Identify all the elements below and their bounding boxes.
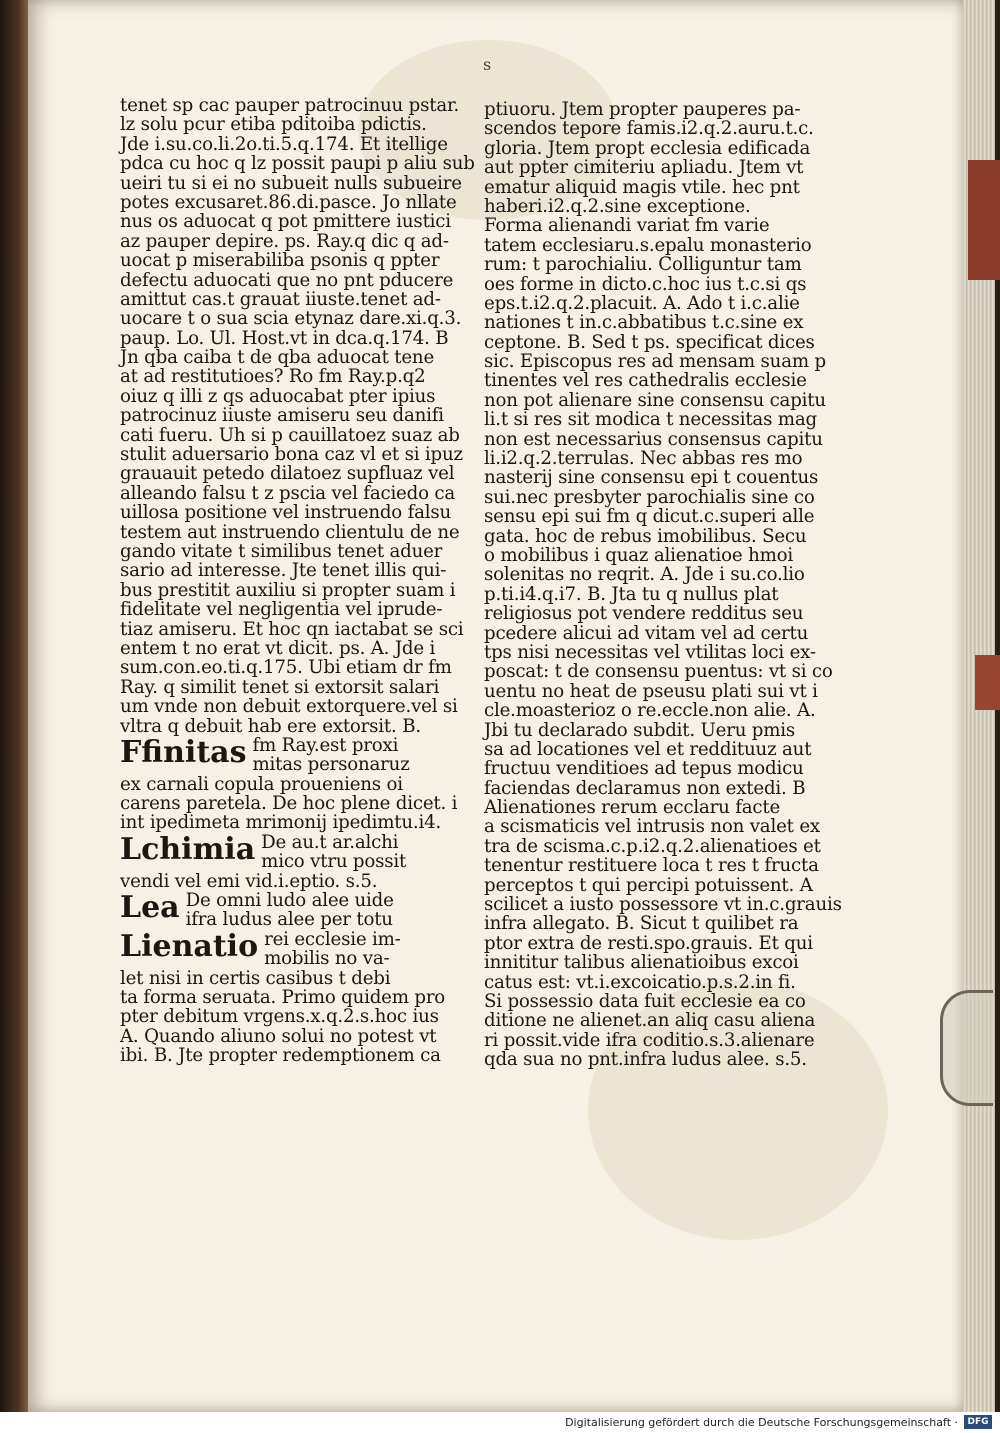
text-line: religiosus pot vendere redditus seu [484, 603, 804, 625]
text-line: scendos tepore famis.i2.q.2.auru.t.c. [484, 118, 814, 140]
page-signature-mark: s [483, 55, 492, 74]
text-line: sa ad locationes vel et reddituuz aut [484, 738, 812, 760]
lemma-alienatio [120, 930, 455, 969]
left-column-paragraph [120, 773, 458, 834]
text-line: carens paretela. De hoc plene dicet. i [120, 793, 458, 815]
lemma-head: Lchimia [120, 831, 256, 867]
text-line: uocat p miserabiliba psonis q ppter [120, 250, 440, 272]
text-line: nationes t in.c.abbatibus t.c.sine ex [484, 312, 804, 334]
text-line: oiuz q illi z qs aduocabat pter ipius [120, 385, 436, 407]
lemma-head: Ffinitas [120, 734, 247, 770]
text-line: ptor extra de resti.spo.grauis. Et qui [484, 932, 813, 954]
text-line: innititur talibus alienatioibus excoi [484, 952, 799, 974]
text-line: pdca cu hoc q lz possit paupi p aliu sub [120, 153, 475, 175]
red-bookmark [968, 160, 1000, 280]
text-line: int ipedimeta mrimonij ipedimtu.i4. [120, 812, 442, 834]
dfg-logo: DFG [964, 1415, 992, 1429]
funding-notice: Digitalisierung gefördert durch die Deutsche Forschungsgemeinschaft · [565, 1416, 958, 1429]
left-column-paragraph [120, 95, 475, 737]
text-line: ceptone. B. Sed t ps. specificat dices [484, 331, 815, 353]
text-line: nasterij sine consensu epi t couentus [484, 467, 819, 489]
text-line: gloria. Jtem propt ecclesia edificada [484, 137, 811, 159]
text-line: Alienationes rerum ecclaru facte [484, 797, 781, 819]
text-line: let nisi in certis casibus t debi [120, 967, 391, 989]
text-line: eps.t.i2.q.2.placuit. A. Ado t i.c.alie [484, 292, 800, 314]
lemma-alea [120, 891, 455, 930]
text-line: entem t no erat vt dicit. ps. A. Jde i [120, 637, 436, 659]
text-line: infra allegato. B. Sicut t quilibet ra [484, 913, 799, 935]
left-column-paragraph [120, 872, 455, 891]
text-line: ptiuoru. Jtem propter pauperes pa- [484, 99, 801, 120]
text-line: tenet sp cac pauper patrocinuu pstar. [120, 95, 460, 116]
text-line: pter debitum vrgens.x.q.2.s.hoc ius [120, 1006, 439, 1028]
text-line: mobilis no va- [264, 948, 390, 970]
text-line: pcedere alicui ad vitam vel ad certu [484, 622, 809, 644]
lemma-sub [253, 736, 410, 775]
text-line: sario ad interesse. Jte tenet illis qui- [120, 560, 447, 582]
text-line: perceptos t qui percipi potuissent. A [484, 874, 813, 896]
text-line: ematur aliquid magis vtile. hec pnt [484, 176, 800, 198]
text-line: grauauit petedo dilatoez supfluaz vel [120, 463, 455, 485]
text-line: az pauper depire. ps. Ray.q dic q ad- [120, 230, 449, 252]
text-line: cle.moasterioz o re.eccle.non alie. A. [484, 700, 816, 722]
text-line: um vnde non debuit extorquere.vel si [120, 696, 458, 718]
text-line: ex carnali copula proueniens oi [120, 773, 403, 795]
lemma-sub [264, 930, 400, 969]
text-line: tps nisi necessitas vel vtilitas loci ex- [484, 641, 816, 663]
text-line: ta forma seruata. Primo quidem pro [120, 986, 446, 1008]
text-line: tra de scisma.c.p.i2.q.2.alienatioes et [484, 835, 821, 857]
lemma-head: Lienatio [120, 928, 259, 964]
text-line: uillosa positione vel instruendo falsu [120, 502, 452, 524]
text-line: fructuu venditioes ad tepus modicu [484, 758, 804, 780]
text-line: aut ppter cimiteriu apliadu. Jtem vt [484, 157, 804, 179]
text-line: uocare t o sua scia etynaz dare.xi.q.3. [120, 308, 462, 330]
lemma-affinitas [120, 736, 455, 775]
text-line: Jbi tu declarado subdit. Ueru pmis [484, 719, 796, 741]
text-line: poscat: t de consensu puentus: vt si co [484, 661, 833, 683]
text-line: tiaz amiseru. Et hoc qn iactabat se sci [120, 618, 464, 640]
text-line: catus est: vt.i.excoicatio.p.s.2.in fi. [484, 971, 796, 993]
text-line: amittut cas.t grauat iiuste.tenet ad- [120, 288, 441, 310]
text-line: p.ti.i4.q.i7. B. Jta tu q nullus plat [484, 583, 779, 605]
text-line: ifra ludus alee per totu [185, 909, 393, 931]
text-line: nus os aduocat q pot pmittere iustici [120, 211, 451, 233]
right-text-column [484, 99, 842, 1071]
text-line: sensu epi sui fm q dicut.c.superi alle [484, 506, 815, 528]
text-line: ibi. B. Jte propter redemptionem ca [120, 1045, 441, 1067]
text-line: faciendas declaramus non extedi. B [484, 777, 806, 799]
book-binding-edge [0, 0, 30, 1412]
book-page [28, 0, 963, 1412]
left-column-paragraph [120, 969, 455, 1066]
text-line: potes excusaret.86.di.pasce. Jo nllate [120, 191, 457, 213]
text-line: vendi vel emi vid.i.eptio. s.5. [120, 870, 378, 892]
text-line: rum: t parochialiu. Colliguntur tam [484, 254, 802, 276]
text-line: scilicet a iusto possessore vt in.c.grauis [484, 894, 842, 916]
text-line: cati fueru. Uh si p cauillatoez suaz ab [120, 424, 460, 446]
text-line: tenentur restituere loca t res t fructa [484, 855, 819, 877]
text-line: li.t si res sit modica t necessitas mag [484, 409, 817, 431]
text-line: De au.t ar.alchi [261, 831, 399, 853]
text-line: Jde i.su.co.li.2o.ti.5.q.174. Et itellige [120, 133, 448, 155]
text-line: gando vitate t similibus tenet aduer [120, 540, 443, 562]
text-line: Forma alienandi variat fm varie [484, 215, 770, 237]
text-line: testem aut instruendo clientulu de ne [120, 521, 460, 543]
text-line: qda sua no pnt.infra ludus alee. s.5. [484, 1049, 807, 1071]
footer-bar [0, 1412, 1000, 1433]
text-line: non est necessarius consensus capitu [484, 428, 823, 450]
text-line: tatem ecclesiaru.s.epalu monasterio [484, 234, 812, 256]
text-line: li.i2.q.2.terrulas. Nec abbas res mo [484, 448, 803, 470]
text-line: De omni ludo alee uide [185, 890, 394, 912]
text-line: defectu aduocati que no pnt pducere [120, 269, 454, 291]
text-line: A. Quando aliuno solui no potest vt [120, 1025, 437, 1047]
text-line: a scismaticis vel intrusis non valet ex [484, 816, 820, 838]
text-line: tinentes vel res cathedralis ecclesie [484, 370, 807, 392]
text-line: stulit aduersario bona caz vl et si ipuz [120, 444, 463, 466]
lemma-sub [186, 891, 394, 930]
text-line: Si possessio data fuit ecclesie ea co [484, 990, 806, 1012]
page-clip [940, 990, 993, 1106]
text-line: mitas personaruz [252, 754, 410, 776]
text-line: Jn qba caiba t de qba aduocat tene [120, 347, 435, 369]
text-line: Ray. q similit tenet si extorsit salari [120, 676, 440, 698]
lemma-sub [261, 833, 406, 872]
text-line: haberi.i2.q.2.sine exceptione. [484, 195, 751, 217]
red-bookmark-lower [975, 655, 1000, 710]
text-line: fidelitate vel negligentia vel iprude- [120, 599, 443, 621]
text-line: sum.con.eo.ti.q.175. Ubi etiam dr fm [120, 657, 452, 679]
text-line: vltra q debuit hab ere extorsit. B. [120, 715, 421, 737]
text-line: o mobilibus i quaz alienatioe hmoi [484, 544, 793, 566]
text-line: fm Ray.est proxi [252, 734, 399, 756]
lemma-alchimia [120, 833, 455, 872]
text-line: patrocinuz iiuste amiseru seu danifi [120, 405, 444, 427]
left-text-column [120, 95, 475, 1067]
text-line: alleando falsu t z pscia vel faciedo ca [120, 482, 456, 504]
text-line: uentu no heat de pseusu plati sui vt i [484, 680, 818, 702]
text-line: rei ecclesie im- [264, 928, 401, 950]
text-line: at ad restitutioes? Ro fm Ray.p.q2 [120, 366, 426, 388]
text-line: bus prestitit auxiliu si propter suam i [120, 579, 456, 601]
text-line: solenitas no reqrit. A. Jde i su.co.lio [484, 564, 805, 586]
text-line: oes forme in dicto.c.hoc ius t.c.si qs [484, 273, 807, 295]
text-line: paup. Lo. Ul. Host.vt in dca.q.174. B [120, 327, 449, 349]
text-line: mico vtru possit [261, 851, 407, 873]
text-line: non pot alienare sine consensu capitu [484, 389, 826, 411]
text-line: sic. Episcopus res ad mensam suam p [484, 351, 826, 373]
text-line: ditione ne alienet.an aliq casu aliena [484, 1010, 816, 1032]
text-line: sui.nec presbyter parochialis sine co [484, 486, 815, 508]
text-line: gata. hoc de rebus imobilibus. Secu [484, 525, 807, 547]
text-line: ueiri tu si ei no subueit nulls subueire [120, 172, 462, 194]
text-line: ri possit.vide ifra coditio.s.3.alienare [484, 1029, 815, 1051]
lemma-head: Lea [120, 890, 180, 926]
text-line: lz solu pcur etiba pditoiba pdictis. [120, 114, 427, 136]
